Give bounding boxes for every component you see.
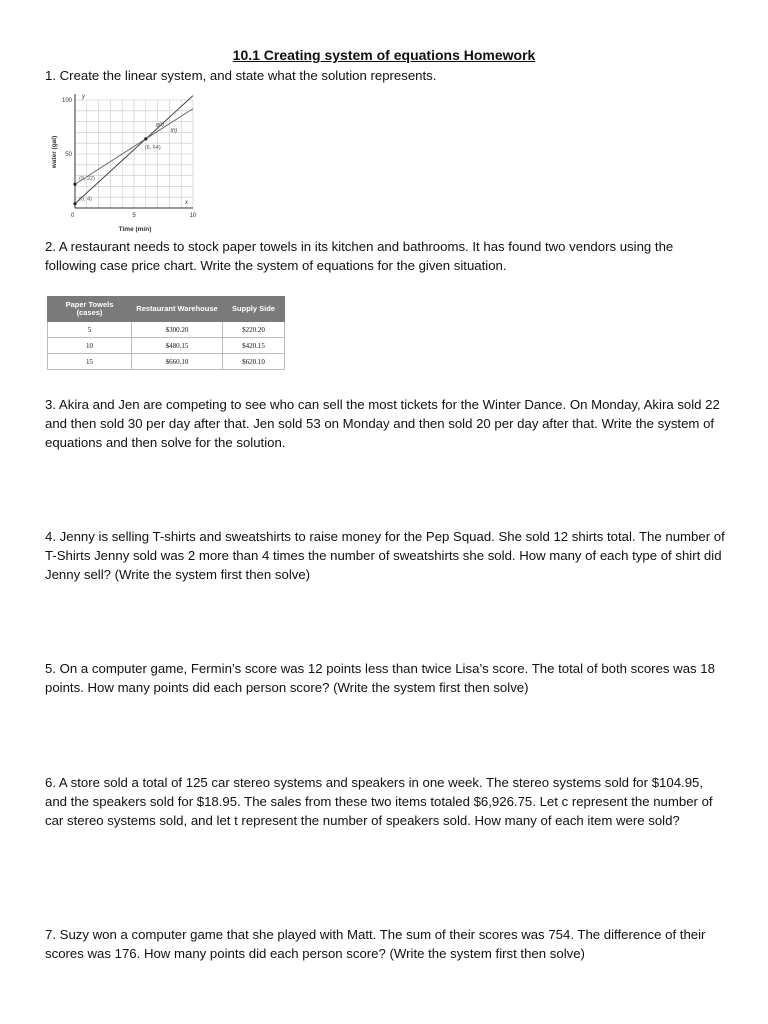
series-label: f(t)	[170, 128, 178, 135]
page-title: 10.1 Creating system of equations Homework	[232, 47, 536, 63]
price-table	[47, 296, 285, 370]
question-4: 4. Jenny is selling T-shirts and sweatshirts to raise money for the Pep Squad. She sold 12 shirts total. The number of T-Shirts Jenny sold was 2 more than 4 times the number of sweatshirts she sold. How many of each type of shirt did Jenny sell? (Write the system first then solve)	[45, 529, 725, 583]
question-1: 1. Create the linear system, and state what the solution represents.	[45, 68, 437, 83]
y-tick-label: 50	[65, 152, 72, 158]
x-tick-label: 10	[189, 213, 197, 219]
point-label: (6, 64)	[144, 144, 161, 151]
cell: 15	[48, 354, 132, 370]
cell: $420.15	[223, 338, 285, 354]
data-point	[73, 183, 76, 186]
point-label: (0, 4)	[79, 196, 92, 203]
question-3: 3. Akira and Jen are competing to see who can sell the most tickets for the Winter Dance. On Monday, Akira sold 22 and then sold 30 per day after that. Jen sold 53 on Monday and then sold 20 per day after that. Write the system of equations and then solve for the solution.	[45, 397, 720, 451]
table-row	[48, 322, 285, 338]
cell: $620.10	[223, 354, 285, 370]
x-axis-label: Time (min)	[118, 226, 152, 233]
data-point	[73, 202, 76, 205]
tick-label-origin: 0	[71, 213, 75, 219]
x-tick-label: 5	[132, 213, 136, 219]
question-7: 7. Suzy won a computer game that she played with Matt. The sum of their scores was 754. The difference of their scores was 176. How many points did each person score? (Write the system first then solve)	[45, 927, 706, 962]
water-time-graph	[45, 88, 205, 236]
y-tick-label: 100	[61, 98, 72, 104]
table-row	[48, 354, 285, 370]
cell: 5	[48, 322, 132, 338]
cell: $660.10	[132, 354, 223, 370]
point-label: (0, 22)	[79, 176, 95, 183]
graph-grid	[75, 100, 193, 208]
table-row	[48, 338, 285, 354]
header-supply-side: Supply Side	[223, 297, 285, 322]
cell: 10	[48, 338, 132, 354]
question-5: 5. On a computer game, Fermin’s score was 12 points less than twice Lisa’s score. The total of both scores was 18 points. How many points did each person score? (Write the system first then solve)	[45, 661, 715, 696]
cell: $300.20	[132, 322, 223, 338]
series-label: g(t)	[155, 121, 165, 128]
cell: $220.20	[223, 322, 285, 338]
y-axis-label: water (gal)	[51, 135, 58, 169]
cell: $480.15	[132, 338, 223, 354]
question-2: 2. A restaurant needs to stock paper towels in its kitchen and bathrooms. It has found two vendors using the following case price chart. Write the system of equations for the given situation.	[45, 239, 674, 274]
data-point	[144, 137, 147, 140]
x-axis-letter: x	[185, 200, 188, 206]
header-restaurant-warehouse: Restaurant Warehouse	[132, 297, 223, 322]
question-6: 6. A store sold a total of 125 car stereo systems and speakers in one week. The stereo systems sold for $104.95, and the speakers sold for $18.95. The sales from these two items totaled $6,926.75. Let c represent the number of car stereo systems sold, and let t represent the number of speakers sold. How many of each item were sold?	[45, 775, 713, 829]
header-paper-towels: Paper Towels (cases)	[48, 297, 132, 322]
y-axis-letter: y	[82, 94, 85, 100]
